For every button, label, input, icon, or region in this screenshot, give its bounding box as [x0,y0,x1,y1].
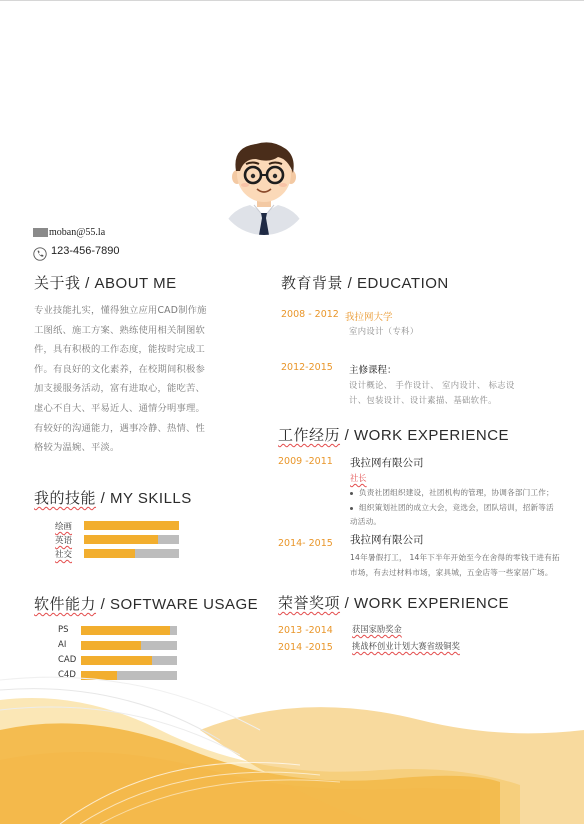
bar-fill [81,656,152,665]
about-title-zh: 关于我 [34,275,81,292]
edu-detail: 室内设计（专科） [349,326,419,336]
work-bullet-1 [350,487,554,498]
award-text-1: 获国家励奖金 [352,624,402,634]
work-date-1: 2009 -2011 [278,456,333,467]
work-title-en: / WORK EXPERIENCE [340,427,510,444]
bar-label: 绘画 [55,522,73,532]
bullet-dot [350,492,353,495]
work-date-2: 2014- 2015 [278,538,333,549]
award-date-2: 2014 -2015 [278,642,333,653]
skills-title-en: / MY SKILLS [96,490,192,507]
edu-date-2: 2012-2015 [281,362,333,373]
awards-title-en: / WORK EXPERIENCE [340,595,510,612]
work-role-1: 社长 [350,473,367,483]
bar-fill [84,535,158,544]
education-heading [281,272,449,293]
decorative-wave [0,670,584,824]
contact-email [33,227,105,238]
software-title-en: / SOFTWARE USAGE [96,596,259,613]
email-text: moban@55.la [49,227,106,238]
edu-school: 我拉网大学 [345,312,393,323]
award-date-1: 2013 -2014 [278,625,333,636]
edu-date-1: 2008 - 2012 [281,309,339,320]
about-heading [34,272,177,293]
software-heading [34,593,258,614]
bar-track [84,521,179,530]
bar-fill [84,521,179,530]
bar-track [84,535,179,544]
work-bullet-2 [350,502,554,513]
bullet-dot [350,507,353,510]
awards-title-zh: 荣誉奖项 [278,595,341,612]
work-bullet-2-cont: 动活动。 [350,517,382,526]
phone-icon [33,247,47,261]
awards-heading [278,592,509,613]
skills-title-zh: 我的技能 [34,490,97,507]
work-title-zh: 工作经历 [278,427,341,444]
bar-track [84,549,179,558]
work-company-2: 我拉网有限公司 [350,534,424,546]
work-desc-line2: 市场，有去过材料市场，家具城，五金店等一些家居广场。 [350,568,553,577]
education-title-zh: 教育背景 [281,275,344,292]
work-bullet-2-text: 组织策划社团的成立大会，竞选会，团队培训，招新等活 [359,503,554,512]
skills-heading [34,487,192,508]
bar-fill [81,641,141,650]
software-title-zh: 软件能力 [34,596,97,613]
bar-label: CAD [58,655,77,665]
mail-icon [33,228,48,237]
bar-track [81,626,177,635]
contact-phone [33,241,120,261]
bar-fill [81,626,170,635]
award-text-2: 挑战杯创业计划大赛省级铜奖 [352,641,460,651]
edu-courses-line1: 设计概论、 手作设计、 室内设计、 标志设 [349,380,515,390]
bar-label: AI [58,640,67,650]
work-company-1: 我拉网有限公司 [350,457,424,469]
bar-fill [84,549,135,558]
edu-courses-line2: 计、包装设计、设计素描、基础软件。 [349,395,497,405]
bar-label: PS [58,625,69,635]
bar-label: 英语 [55,536,73,546]
work-desc-line1: 14年暑假打工， 14年下半年开始至今在舍得的零钱干进有拓 [350,553,560,562]
work-bullet-1-text: 负责社团组织建设，社团机构的管理，协调各部门工作； [359,488,554,497]
avatar [216,141,312,235]
bar-label: C4D [58,670,76,680]
top-border [0,0,584,1]
work-heading [278,424,509,445]
about-text: 专业技能扎实，懂得独立应用CAD制作施工图纸、施工方案、熟练使用相关制图软件，具有积极的工作态度，能按时完成工作。有良好的文化素养，在校期间积极参加支援服务活动，富有进取心，能吃苦、虚心不自大、平易近人、通情分明事理。有较好的沟通能力，遇事冷静、热情、性格较为温婉、平淡。 [34,305,207,454]
about-title-en: / ABOUT ME [80,275,177,292]
education-title-en: / EDUCATION [343,275,449,292]
edu-courses-heading: 主修课程： [349,365,397,376]
phone-text: 123-456-7890 [51,245,120,257]
bar-label: 社交 [55,550,73,560]
bar-track [81,656,177,665]
bar-track [81,641,177,650]
